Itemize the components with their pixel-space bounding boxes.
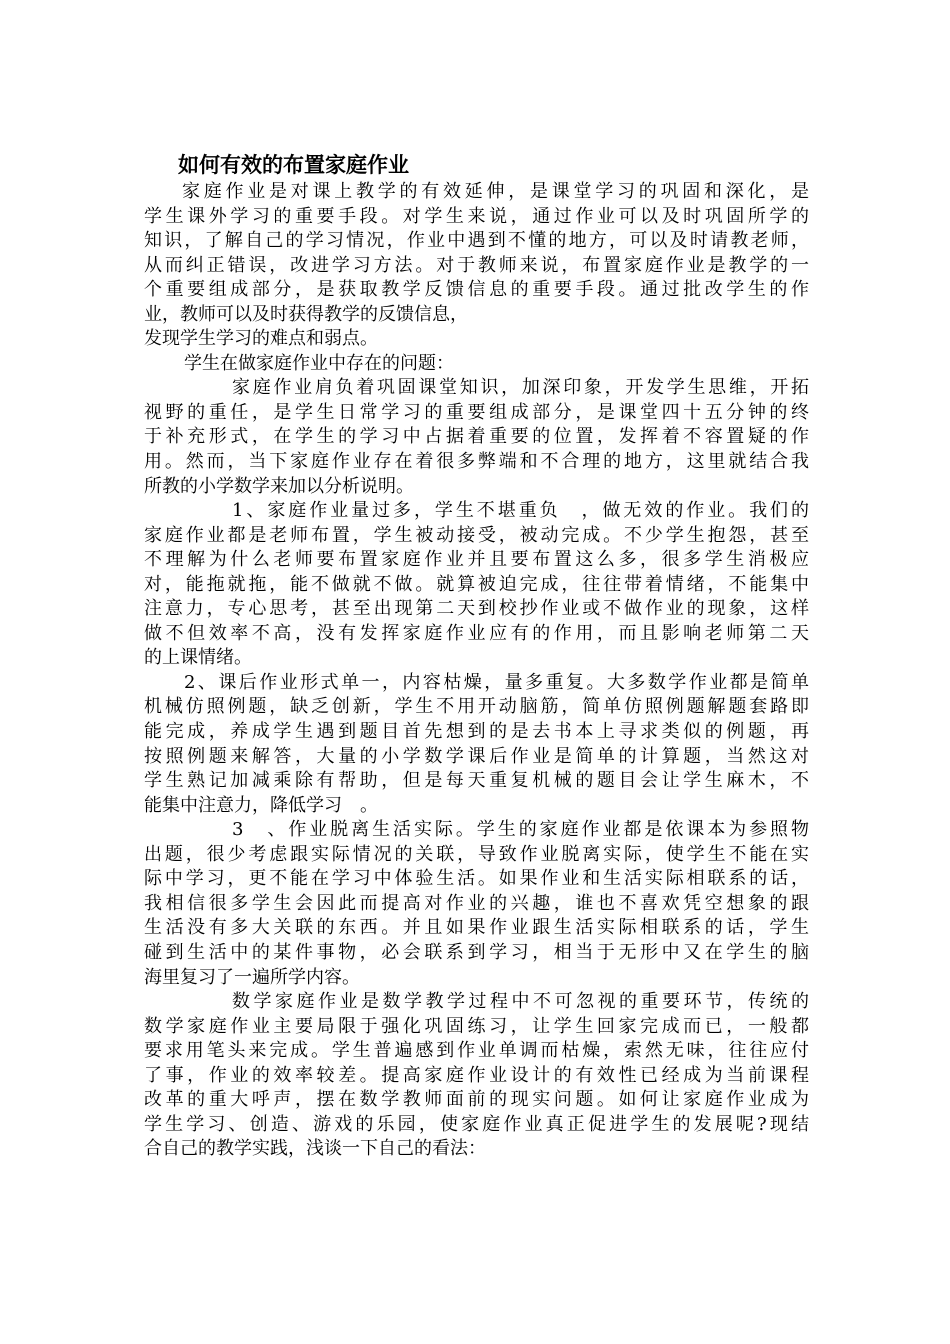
text-line: 碰到生活中的某件事物，必会联系到学习，相当于无形中又在学生的脑	[144, 941, 809, 963]
document-body	[144, 180, 809, 1162]
text-line: 1、家庭作业量过多，学生不堪重负 ，做无效的作业。我们的	[232, 500, 809, 522]
text-line: 不理解为什么老师要布置家庭作业并且要布置这么多，很多学生消极应	[144, 549, 809, 571]
text-line: 3 、作业脱离生活实际。学生的家庭作业都是依课本为参照物	[232, 819, 809, 841]
text-line: 家庭作业是对课上教学的有效延伸，是课堂学习的巩固和深化，是	[182, 181, 809, 202]
text-line: 注意力，专心思考，甚至出现第二天到校抄作业或不做作业的现象，这样	[144, 598, 809, 620]
text-line: 要求用笔头来完成。学生普遍感到作业单调而枯燥，索然无味，往往应付	[144, 1040, 809, 1062]
text-line: 家庭作业都是老师布置，学生被动接受，被动完成。不少学生抱怨，甚至	[144, 524, 809, 546]
text-line: 做不但效率不高，没有发挥家庭作业应有的作用，而且影响老师第二天	[144, 622, 809, 644]
text-line: 视野的重任，是学生日常学习的重要组成部分，是课堂四十五分钟的终	[144, 401, 809, 423]
text-line: 学生课外学习的重要手段。对学生来说，通过作业可以及时巩固所学的	[144, 205, 809, 227]
text-line: 改革的重大呼声，摆在数学教师面前的现实问题。如何让家庭作业成为	[144, 1089, 809, 1111]
text-line: 数学家庭作业主要局限于强化巩固练习，让学生回家完成而已，一般都	[144, 1015, 809, 1037]
text-line: 我相信很多学生会因此而提高对作业的兴趣，谁也不喜欢凭空想象的跟	[144, 892, 809, 914]
text-line: 际中学习，更不能在学习中体验生活。如果作业和生活实际相联系的话，	[144, 868, 809, 890]
text-line: 2、课后作业形式单一，内容枯燥，量多重复。大多数学作业都是简单	[184, 671, 809, 693]
text-line: 所教的小学数学来加以分析说明。	[144, 475, 414, 497]
text-line: 对，能拖就拖，能不做就不做。就算被迫完成，往往带着情绪，不能集中	[144, 573, 809, 595]
text-line: 海里复习了一遍所学内容。	[144, 966, 360, 988]
text-line: 学生学习、创造、游戏的乐园，使家庭作业真正促进学生的发展呢?现结	[144, 1113, 809, 1135]
text-line: 发现学生学习的难点和弱点。	[144, 328, 378, 350]
text-line: 能完成，养成学生遇到题目首先想到的是去书本上寻求类似的例题，再	[144, 721, 809, 743]
text-line: 出题，很少考虑跟实际情况的关联，导致作业脱离实际，使学生不能在实	[144, 843, 809, 865]
document-title: 如何有效的布置家庭作业	[178, 153, 409, 177]
text-line: 于补充形式，在学生的学习中占据着重要的位置，发挥着不容置疑的作	[144, 426, 809, 448]
text-line: 了事，作业的效率较差。提高家庭作业设计的有效性已经成为当前课程	[144, 1064, 809, 1086]
text-line: 业，教师可以及时获得教学的反馈信息，	[144, 303, 468, 325]
text-line: 合自己的教学实践，浅谈一下自己的看法：	[144, 1138, 486, 1160]
text-line: 知识，了解自己的学习情况，作业中遇到不懂的地方，可以及时请教老师，	[144, 230, 809, 252]
text-line: 数学家庭作业是数学教学过程中不可忽视的重要环节，传统的	[232, 991, 809, 1013]
text-line: 家庭作业肩负着巩固课堂知识，加深印象，开发学生思维，开拓	[232, 377, 809, 399]
text-line: 机械仿照例题，缺乏创新，学生不用开动脑筋，简单仿照例题解题套路即	[144, 696, 809, 718]
text-line: 从而纠正错误，改进学习方法。对于教师来说，布置家庭作业是教学的一	[144, 254, 809, 276]
text-line: 学生在做家庭作业中存在的问题：	[184, 352, 454, 374]
text-line: 生活没有多大关联的东西。并且如果作业跟生活实际相联系的话，学生	[144, 917, 809, 939]
text-line: 按照例题来解答，大量的小学数学课后作业是简单的计算题，当然这对	[144, 745, 809, 767]
text-line: 能集中注意力，降低学习 。	[144, 794, 378, 816]
text-line: 学生熟记加减乘除有帮助，但是每天重复机械的题目会让学生麻木，不	[144, 770, 809, 792]
text-line: 用。然而，当下家庭作业存在着很多弊端和不合理的地方，这里就结合我	[144, 451, 809, 473]
text-line: 个重要组成部分，是获取教学反馈信息的重要手段。通过批改学生的作	[144, 279, 809, 301]
text-line: 的上课情绪。	[144, 647, 252, 669]
